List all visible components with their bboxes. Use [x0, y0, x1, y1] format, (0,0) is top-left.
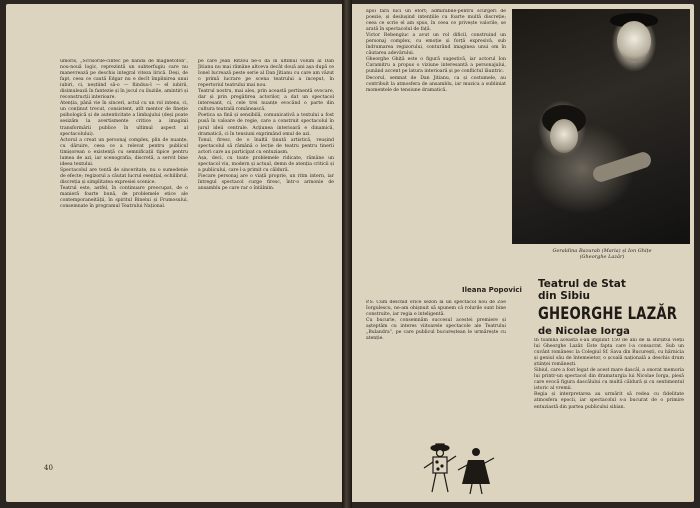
right-page — [352, 4, 694, 502]
paragraph: umoris, „Scrisorile-cintec pe bandă de magnetofon”, nou-nouă logic, reprezintă un subterfugiu care nu manevrează pe deschis integral viteza lirică. Deși, de fapt, ceea ce caută Edgar nu e decît împlinirea unui iubiri, ci, neștiind să-o — fiinduu-l — el iubirii, disimulează în fantezie și în jocul cu iluziile, amintiri și reconstrucții interioare. — [60, 59, 188, 101]
photo-actor-face — [617, 21, 651, 61]
production-photo — [512, 9, 690, 244]
paragraph: Fiecare personaj are o viață proprie, un ritm intern, iar întregul spectacol curge firesc, într-o armonie de ansamblu pe care rar o întâlnim. — [198, 173, 334, 191]
paragraph: apoi fără nici un efort; admirabile-pentru scurgeri de poezie, și deslușind intențiile cu foarte multă discreție; ceea ce scrie el am spus, în ceea ce privește valorile, se arată în spectacolul de față. — [366, 9, 506, 33]
heading-city: din Sibiu — [538, 290, 590, 302]
left-column-2 — [198, 59, 334, 462]
paragraph: Sibiul, care a fost legat de acest mare dascăl, a onorat memoria lui printr-un spectacol din dramaturgia lui Nicolae Iorga, piesă care evocă figura dascălului cu multă căldură și cu sentimentul istoric al vremii. — [534, 368, 684, 392]
paragraph: Tonul, firesc, de o înaltă ținută artistică, reușind spectacolul să rămână o lecție de teatru pentru tinerii actori care au participat cu entuziasm. — [198, 137, 334, 155]
page-number: 40 — [44, 464, 53, 472]
paragraph: Gheorghe Ghiță este o figură sugestivă, iar actorul Ion Caramitru a propus o viziune interesantă a personajului, punând accent pe latura interioară și pe conflictul lăuntric. — [366, 57, 506, 75]
paragraph: Atenția, până vie în sinceri, actul cu un rol intens, ci, un conținut trecut, consistent, atît mentor de fineție psihologică și de autenticitate a limbajului (deși poate sesizăm la avertismente critice a imaginii transformării publice în ultimul aspect al spectacolului). — [60, 101, 188, 137]
paragraph: Așa, deci, cu toate problemele ridicate, rămâne un spectacol viu, modern și actual, demn de atenția criticii și a publicului, care l-a primit cu căldură. — [198, 155, 334, 173]
photo-arm — [591, 150, 653, 184]
heading-title: GHEORGHE LAZĂR — [538, 304, 678, 324]
right-column-2 — [366, 300, 506, 430]
heading-author: de Nicolae Iorga — [538, 326, 630, 337]
paragraph: Spectacolul are tentă de sinceritate, nu o sumedenie de efecte; regizorul a căutat lucrul esențial, echilibrul, discreția și simplitatea expresiei scenice. — [60, 167, 188, 185]
author-signature: Ileana Popovici — [462, 286, 522, 294]
paragraph: Victor Rebengiuc a avut un rol dificil, construind un personaj complex, cu emoție și forță expresivă, sub îndrumarea regizorului, conturând imaginea unui om în căutarea adevărului. — [366, 33, 506, 57]
left-page — [6, 4, 342, 502]
left-column-1 — [60, 59, 188, 462]
paragraph: Cu bucurie, consemnăm succesul acestei premiere și așteptăm cu interes viitoarele spectacole ale Teatrului „Bulandra”, pe care publicul bucureștean le urmărește cu atenție. — [366, 318, 506, 342]
book-gutter — [342, 0, 352, 508]
caption-line: (Gheorghe Lazăr) — [579, 254, 625, 261]
paragraph: Teatrul este, astfel, în continuare preocupat, de o manieră foarte bună, de problemele etice ale contemporaneității, în spiritul Binelui și Frumosului, consemnate în programul Teatrului Național. — [60, 185, 188, 210]
paragraph: P.S. Cum deschid orice sezon la un spectacol nou de Zoe Iorgulescu, ne-am obișnuit să spunem că rolurile sunt bine construite, iar regia e inteligentă. — [366, 300, 506, 318]
paragraph: Poetica sa fină și sensibilă, comunicativă a textului a fost pusă în valoare de regie, care a construit spectacolul în jurul ideii centrale. Acțiunea interioară e dinamică, dramatică, ci în tensiuni exprimând omul de azi. — [198, 113, 334, 137]
paragraph: Decorul, semnat de Dan Jitianu, ca și costumele, au contribuit la atmosfera de ansamblu, iar muzica a subliniat momentele de tensiune dramatică. — [366, 75, 506, 93]
paragraph: Regia și interpretarea au urmărit să redea cu fidelitate atmosfera epocii, iar spectacolul s-a bucurat de o primire entuziastă din partea publicului sibian. — [534, 392, 684, 410]
paragraph: Teatrul nostru, mai ales, prin această pertinentă evocare, dar și prin pregătirea actorilor, a dat un spectacol interesant, ci, cele trei nuanțe evocând o parte din cultura teatrală românească. — [198, 89, 334, 113]
photo-actress-face — [550, 119, 578, 153]
right-column-1 — [366, 9, 506, 276]
heading-theatre: Teatrul de Stat — [538, 278, 626, 290]
article-heading — [538, 278, 688, 338]
paragraph: pe care Jean Ritzou ne-o dă în ultimul volum al Dan Jitianu nu mai rămâne altceva decât două ani așa după ce Ionel lucrează peste serie al Dan Jitianu cu care am văzut o primă lucrare pe scena teatrului a inceput, în repertoriul teatrului mai nou. — [198, 59, 334, 89]
right-column-3 — [534, 338, 684, 468]
theatre-figures-illustration — [412, 440, 502, 500]
photo-caption — [514, 248, 690, 261]
paragraph: In toamna aceasta s-au împlinit 150 de ani de la sfîrșitul vieții lui Gheorghe Lazăr. Este fapta care l-a consacrat. Sub un cuvânt românesc la Colegiul Sf. Sava din București, cu hărnicia și geniul său de întemeietor, o școală națională a deschis drum științei românești. — [534, 338, 684, 368]
paragraph: Actorul a creat un personaj complex, plin de nuanțe, cu dăruire, ceea ce a relevat pentru publicul timișorean o existență cu semnificații tipice pentru lumea de azi, iar scenografia, discretă, a servit bine ideea textului. — [60, 137, 188, 167]
caption-line: Geraldina Bazurab (Maria) și Ion Ghițe — [552, 248, 652, 254]
